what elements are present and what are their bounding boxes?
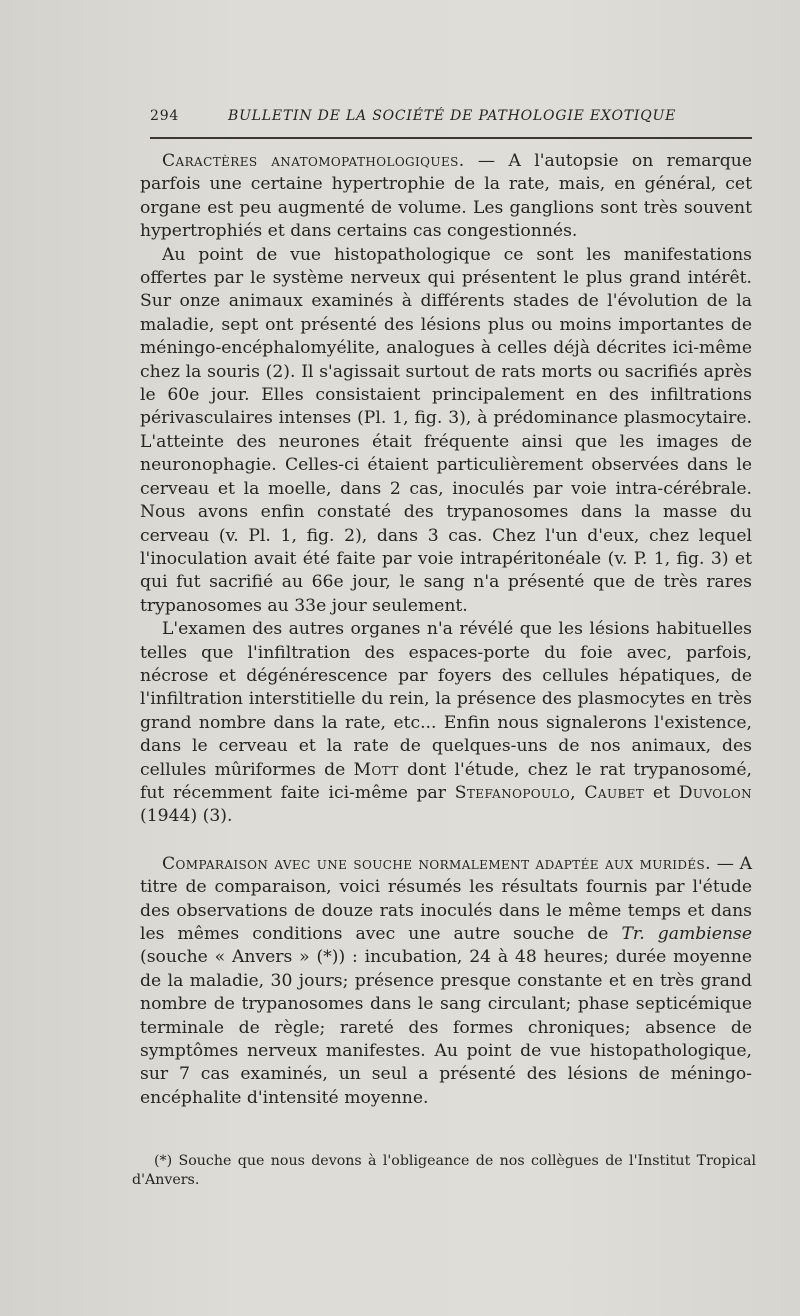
footnote (132, 1152, 756, 1190)
paragraph (140, 853, 752, 1110)
paragraph (140, 150, 752, 244)
paragraph-text: (souche « Anvers » (*)) : incubation, 24 à 48 heures; durée moyenne de la maladie, 30 jours; présence presque constante et en très grand nombre de trypanosomes dans le sang circulant; phase septicémique terminale de règle; rareté des formes chroniques; absence de symptômes nerveux manifestes. Au point de vue histopathologique, sur 7 cas examinés, un seul a présenté des lésions de méningo-encéphalite d'intensité moyenne. (140, 947, 752, 1108)
paragraph-text: dont l'étude, chez le rat trypanosomé, fut récemment faite ici-même par (140, 759, 752, 803)
paragraph: Au point de vue histopathologique ce sont les manifestations offertes par le système nerveux qui présentent le plus grand intérêt. Sur onze animaux examinés à différents stades de l'évolution de la maladie, sept ont présenté des lésions plus ou moins importantes de méningo-encéphalomyélite, analogues à celles déjà décrites ici-même chez la souris (2). Il s'agissait surtout de rats morts ou sacrifiés après le 60e jour. Elles consistaient principalement en des infiltrations périvasculaires intenses (Pl. 1, fig. 3), à prédominance plasmocytaire. L'atteinte des neurones était fréquente ainsi que les images de neuronophagie. Celles-ci étaient particulièrement observées dans le cerveau et la moelle, dans 2 cas, inoculés par voie intra-cérébrale. Nous avons enfin constaté des trypanosomes dans la masse du cerveau (v. Pl. 1, fig. 2), dans 3 cas. Chez l'un d'eux, chez lequel l'inoculation avait été faite par voie intrapéritonéale (v. P. 1, fig. 3) et qui fut sacrifié au 66e jour, le sang n'a présenté que de très rares trypanosomes au 33e jour seulement. (140, 244, 752, 616)
section-heading: Caractères anatomopathologiques. (162, 151, 465, 171)
paragraph-text: , (570, 782, 585, 803)
paragraph-text: (1944) (3). (140, 806, 233, 827)
running-title: BULLETIN DE LA SOCIÉTÉ DE PATHOLOGIE EXOTIQUE (228, 108, 677, 124)
main-text (140, 150, 752, 1110)
paragraph-text: et (644, 782, 679, 803)
species-name: Tr. gambiense (621, 924, 753, 944)
author-name: Stefanopoulo (454, 782, 571, 803)
author-name: Duvolon (678, 782, 752, 803)
header-rule (150, 137, 752, 139)
paragraph-text: — A l'autopsie on remarque parfois une certaine hypertrophie de la rate, mais, en général, cet organe est peu augmenté de volume. Les ganglions sont très souvent hypertrophiés et dans certains cas congestionnés. (140, 151, 753, 242)
footnote-text: (*) Souche que nous devons à l'obligeance de nos collègues de l'Institut Tropical d'Anvers. (132, 1153, 756, 1188)
paragraph-text: — A titre de comparaison, voici résumés les résultats fournis par l'étude des observations de douze rats inoculés dans le même temps et dans les mêmes conditions avec une autre souche de (140, 853, 752, 944)
page-number: 294 (150, 108, 180, 124)
author-name: Mott (353, 759, 399, 780)
author-name: Caubet (584, 782, 645, 803)
section-heading: Comparaison avec une souche normalement adaptée aux muridés. (162, 853, 712, 874)
section-spacer (140, 829, 752, 853)
paragraph (140, 618, 752, 829)
paragraph-text: L'examen des autres organes n'a révélé que les lésions habituelles telles que l'infiltration des espaces-porte du foie avec, parfois, nécrose et dégénérescence par foyers des cellules hépatiques, de l'infiltration interstitielle du rein, la présence des plasmocytes en très grand nombre dans la rate, etc... Enfin nous signalerons l'existence, dans le cerveau et la rate de quelques-uns de nos animaux, des cellules mûriformes de (140, 619, 752, 780)
